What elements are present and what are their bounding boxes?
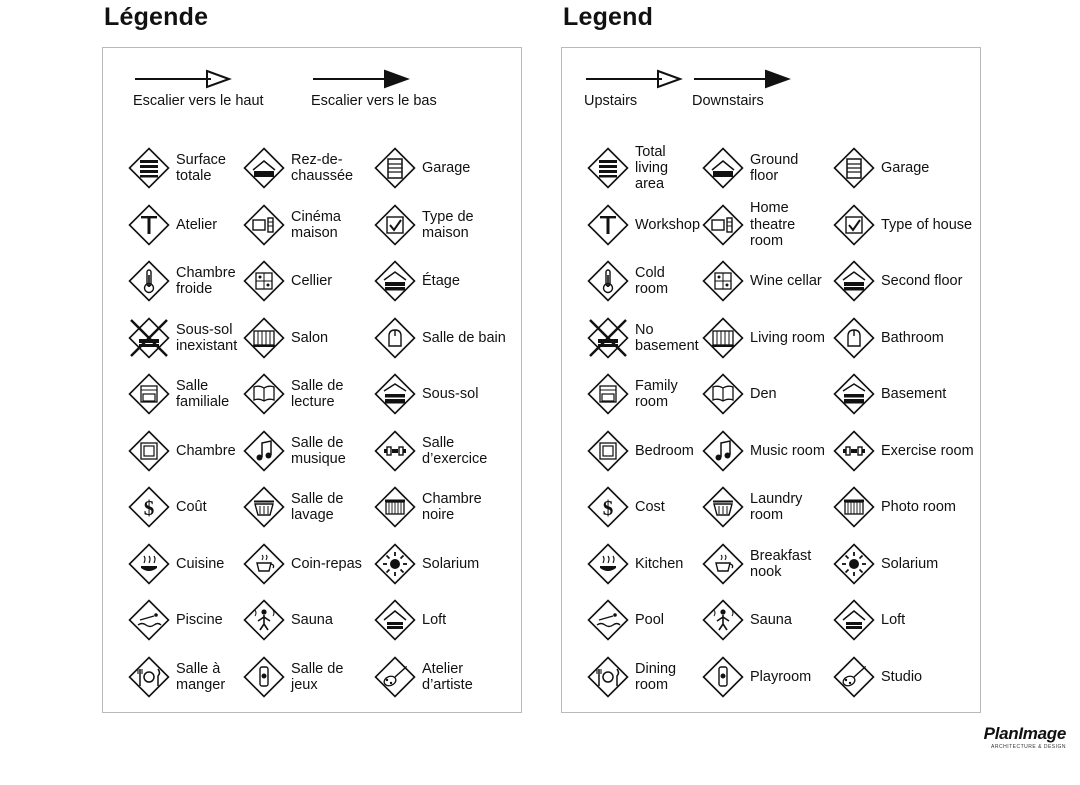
legend-item-label: Salle familiale <box>176 378 230 411</box>
legend-item-label: Basement <box>881 386 947 403</box>
legend-item-label: Atelier d’artiste <box>422 660 473 693</box>
exercise-room-icon <box>832 429 876 473</box>
solarium-icon <box>373 542 417 586</box>
legend-item-label: Étage <box>422 273 460 290</box>
legend-item <box>695 316 826 360</box>
total-living-area-icon <box>586 146 630 190</box>
wine-cellar-icon <box>242 259 286 303</box>
legend-item-label: Bathroom <box>881 329 944 346</box>
legend-item <box>103 485 236 529</box>
logo-tagline: ARCHITECTURE & DESIGN <box>991 744 1066 750</box>
legend-item <box>236 146 367 190</box>
legend-item-label: Garage <box>422 160 471 177</box>
legend-item <box>367 259 517 303</box>
legend-item-label: Coût <box>176 499 207 516</box>
legend-item <box>103 203 236 247</box>
legend-item-label: Coin-repas <box>291 555 362 572</box>
legend-item-label: Photo room <box>881 499 956 516</box>
legend-item-label: Chambre <box>176 442 236 459</box>
legend-row <box>562 536 980 593</box>
legend-item-label: Type de maison <box>422 208 474 241</box>
legend-item <box>826 259 976 303</box>
legend-item-label: Sous-sol <box>422 386 479 403</box>
svg-text:$: $ <box>143 496 155 521</box>
legend-item <box>367 598 517 642</box>
legend-item-label: Playroom <box>750 668 812 685</box>
legend-row <box>562 423 980 480</box>
living-room-icon <box>701 316 745 360</box>
upstairs-arrow-label-en: Upstairs <box>584 93 638 109</box>
legend-item <box>103 542 236 586</box>
legend-item-label: Total living area <box>635 143 669 193</box>
legend-item <box>562 203 701 247</box>
cost-icon <box>127 485 171 529</box>
legend-item <box>367 485 517 529</box>
legend-item <box>562 259 695 303</box>
legend-item <box>562 144 695 193</box>
playroom-icon <box>701 655 745 699</box>
cold-room-icon <box>586 259 630 303</box>
arrow-filled-right-icon <box>311 68 411 90</box>
legend-item-label: Cuisine <box>176 555 225 572</box>
legend-item-label: Chambre froide <box>176 265 236 298</box>
legend-item-label: Ground floor <box>750 152 799 185</box>
logo-wordmark: PlanImage <box>983 724 1066 743</box>
legend-item <box>367 655 517 699</box>
music-room-icon <box>242 429 286 473</box>
legend-panel-fr <box>102 47 522 713</box>
workshop-icon <box>127 203 171 247</box>
breakfast-nook-icon <box>242 542 286 586</box>
legend-item <box>236 655 367 699</box>
legend-row <box>103 140 521 197</box>
legend-item <box>236 316 367 360</box>
legend-item <box>826 655 976 699</box>
pool-icon <box>586 598 630 642</box>
legend-item-label: Dining room <box>635 660 677 693</box>
legend-item-label: Garage <box>881 160 930 177</box>
legend-item <box>695 485 826 529</box>
no-basement-icon <box>586 316 630 360</box>
legend-item-label: Den <box>750 386 777 403</box>
legend-item <box>367 372 517 416</box>
legend-item <box>236 259 367 303</box>
total-living-area-icon <box>127 146 171 190</box>
living-room-icon <box>242 316 286 360</box>
garage-icon <box>373 146 417 190</box>
legend-item <box>826 598 976 642</box>
legend-item-label: Exercise room <box>881 442 974 459</box>
legend-row <box>562 592 980 649</box>
photo-room-icon <box>832 485 876 529</box>
legend-item-label: Rez-de-chaussée <box>291 152 354 185</box>
arrow-outline-right-icon <box>133 68 233 90</box>
legend-item-label: Atelier <box>176 216 218 233</box>
garage-icon <box>832 146 876 190</box>
type-of-house-icon <box>373 203 417 247</box>
legend-item <box>236 372 367 416</box>
legend-item-label: Kitchen <box>635 555 684 572</box>
legend-item <box>562 655 695 699</box>
page-title-en: Legend <box>563 3 654 31</box>
legend-item <box>826 542 976 586</box>
legend-item <box>562 485 695 529</box>
downstairs-arrow-label-en: Downstairs <box>692 93 764 109</box>
legend-row <box>103 197 521 254</box>
legend-item <box>826 203 976 247</box>
legend-item-label: Second floor <box>881 273 963 290</box>
legend-item-label: Type of house <box>881 216 973 233</box>
legend-item <box>236 598 367 642</box>
legend-item-label: Workshop <box>635 216 701 233</box>
legend-item-label: Sauna <box>750 612 792 629</box>
legend-row <box>103 536 521 593</box>
den-icon <box>242 372 286 416</box>
page-title-fr: Légende <box>104 3 209 31</box>
legend-item-label: Living room <box>750 329 825 346</box>
legend-item-label: Salle à manger <box>176 660 226 693</box>
legend-item-label: Home theatre room <box>750 200 796 249</box>
home-theatre-icon <box>701 203 745 247</box>
legend-item <box>826 372 976 416</box>
legend-grid-en <box>562 140 980 705</box>
dining-room-icon <box>127 655 171 699</box>
legend-item-label: Solarium <box>422 555 480 572</box>
legend-item-label: Sous-sol inexistant <box>176 321 238 354</box>
bathroom-icon <box>373 316 417 360</box>
legend-grid-fr <box>103 140 521 705</box>
music-room-icon <box>701 429 745 473</box>
legend-item-label: Breakfast nook <box>750 547 812 580</box>
legend-item <box>562 429 695 473</box>
legend-item <box>695 372 826 416</box>
bathroom-icon <box>832 316 876 360</box>
legend-item-label: Salle d’exercice <box>422 434 488 467</box>
legend-row <box>103 592 521 649</box>
legend-item <box>695 429 826 473</box>
legend-item-label: Salon <box>291 329 329 346</box>
downstairs-arrow-label-fr: Escalier vers le bas <box>311 93 437 109</box>
legend-item-label: Cellier <box>291 273 333 290</box>
den-icon <box>701 372 745 416</box>
legend-item <box>695 542 826 586</box>
legend-row <box>103 310 521 367</box>
legend-item-label: Studio <box>881 668 923 685</box>
photo-room-icon <box>373 485 417 529</box>
legend-item-label: Piscine <box>176 612 223 629</box>
legend-row <box>562 253 980 310</box>
legend-row <box>103 649 521 706</box>
legend-item <box>103 146 236 190</box>
bedroom-icon <box>586 429 630 473</box>
breakfast-nook-icon <box>701 542 745 586</box>
legend-item <box>826 485 976 529</box>
family-room-icon <box>127 372 171 416</box>
legend-item <box>826 316 976 360</box>
legend-row <box>103 366 521 423</box>
legend-item-label: Salle de jeux <box>291 660 344 693</box>
dining-room-icon <box>586 655 630 699</box>
legend-item-label: Salle de bain <box>422 329 506 346</box>
legend-item-label: Family room <box>635 378 678 411</box>
legend-item <box>236 203 367 247</box>
legend-item <box>236 429 367 473</box>
second-floor-icon <box>832 259 876 303</box>
legend-item <box>367 203 517 247</box>
legend-item-label: Salle de lavage <box>291 491 344 524</box>
kitchen-icon <box>127 542 171 586</box>
legend-panel-en <box>561 47 981 713</box>
kitchen-icon <box>586 542 630 586</box>
legend-item <box>236 542 367 586</box>
legend-item <box>562 372 695 416</box>
second-floor-icon <box>373 259 417 303</box>
legend-item-label: Sauna <box>291 612 333 629</box>
legend-row <box>103 423 521 480</box>
legend-item <box>367 542 517 586</box>
upstairs-arrow-label-fr: Escalier vers le haut <box>133 93 264 109</box>
legend-item <box>695 259 826 303</box>
legend-item <box>367 429 517 473</box>
legend-item <box>695 146 826 190</box>
basement-icon <box>373 372 417 416</box>
legend-item <box>826 146 976 190</box>
planimage-logo <box>954 725 1066 773</box>
legend-item-label: Wine cellar <box>750 273 822 290</box>
upstairs-arrow-item-en <box>584 68 684 109</box>
exercise-room-icon <box>373 429 417 473</box>
legend-item <box>103 429 236 473</box>
wine-cellar-icon <box>701 259 745 303</box>
laundry-room-icon <box>242 485 286 529</box>
legend-item-label: Cost <box>635 499 665 516</box>
legend-item-label: Chambre noire <box>422 491 482 524</box>
legend-item <box>367 316 517 360</box>
legend-row <box>562 140 980 197</box>
studio-icon <box>832 655 876 699</box>
pool-icon <box>127 598 171 642</box>
legend-item <box>103 655 236 699</box>
legend-item-label: Loft <box>422 612 447 629</box>
legend-item <box>826 429 976 473</box>
solarium-icon <box>832 542 876 586</box>
playroom-icon <box>242 655 286 699</box>
legend-item-label: Music room <box>750 442 825 459</box>
legend-item-label: Surface totale <box>176 152 226 185</box>
legend-row <box>562 366 980 423</box>
loft-icon <box>373 598 417 642</box>
legend-item <box>103 598 236 642</box>
downstairs-arrow-item-fr <box>311 68 437 109</box>
family-room-icon <box>586 372 630 416</box>
no-basement-icon <box>127 316 171 360</box>
legend-row <box>562 479 980 536</box>
loft-icon <box>832 598 876 642</box>
legend-item <box>562 316 699 360</box>
upstairs-arrow-item-fr <box>133 68 264 109</box>
cold-room-icon <box>127 259 171 303</box>
legend-item-label: Salle de lecture <box>291 378 344 411</box>
home-theatre-icon <box>242 203 286 247</box>
legend-row <box>562 649 980 706</box>
legend-item <box>562 542 695 586</box>
legend-item <box>562 598 695 642</box>
arrow-legend-en <box>562 68 980 140</box>
legend-item-label: Salle de musique <box>291 434 346 467</box>
legend-item <box>695 200 826 249</box>
legend-item-label: Bedroom <box>635 442 694 459</box>
arrow-legend-fr <box>103 68 521 140</box>
legend-row <box>103 253 521 310</box>
type-of-house-icon <box>832 203 876 247</box>
bedroom-icon <box>127 429 171 473</box>
legend-row <box>562 197 980 254</box>
legend-item-label: Cinéma maison <box>291 208 341 241</box>
sauna-icon <box>701 598 745 642</box>
basement-icon <box>832 372 876 416</box>
svg-text:$: $ <box>602 496 614 521</box>
legend-item <box>367 146 517 190</box>
legend-item <box>103 316 236 360</box>
legend-item <box>695 598 826 642</box>
legend-item-label: Pool <box>635 612 665 629</box>
legend-item-label: Solarium <box>881 555 939 572</box>
arrow-filled-right-icon <box>692 68 792 90</box>
legend-item <box>103 372 236 416</box>
sauna-icon <box>242 598 286 642</box>
legend-item-label: Laundry room <box>750 491 803 524</box>
downstairs-arrow-item-en <box>692 68 792 109</box>
legend-item-label: Cold room <box>635 265 669 298</box>
legend-item-label: Loft <box>881 612 906 629</box>
studio-icon <box>373 655 417 699</box>
legend-item <box>236 485 367 529</box>
legend-item-label: No basement <box>635 321 699 354</box>
arrow-outline-right-icon <box>584 68 684 90</box>
legend-row <box>562 310 980 367</box>
laundry-room-icon <box>701 485 745 529</box>
legend-item <box>103 259 236 303</box>
ground-floor-icon <box>242 146 286 190</box>
legend-item <box>695 655 826 699</box>
workshop-icon <box>586 203 630 247</box>
legend-row <box>103 479 521 536</box>
ground-floor-icon <box>701 146 745 190</box>
cost-icon <box>586 485 630 529</box>
